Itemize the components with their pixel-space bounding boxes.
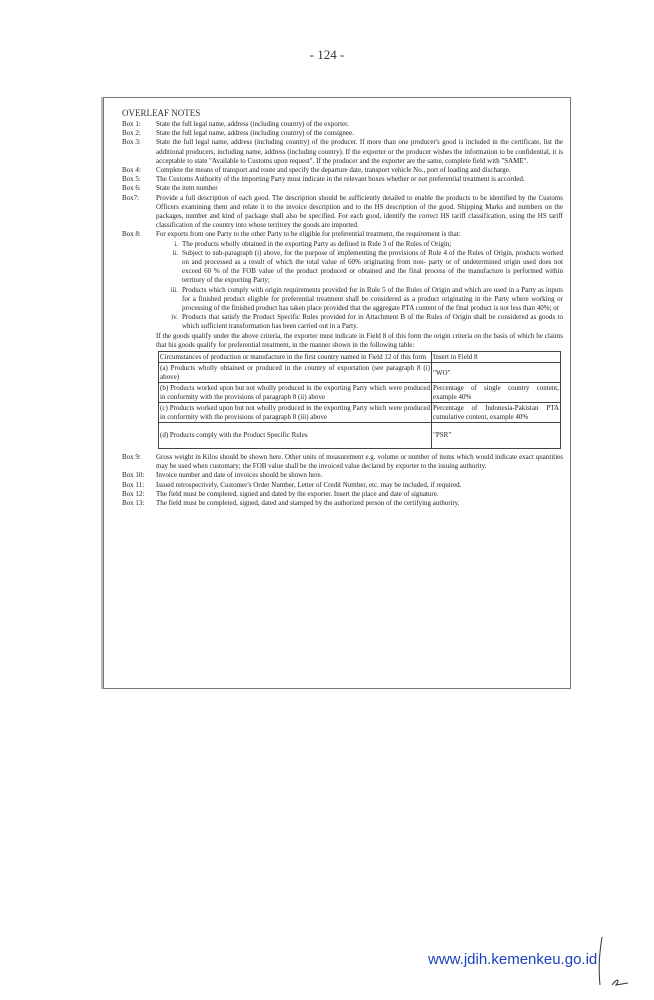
box-note — [122, 120, 563, 129]
box-note — [122, 499, 563, 508]
table-row — [159, 403, 561, 423]
box-text: Issued retrospectively, Customer's Order Number, Letter of Credit Number, etc. may be included, if required. — [156, 480, 462, 489]
boxes-bottom — [122, 453, 563, 508]
criterion-item — [156, 313, 563, 331]
box-8-after: If the goods qualify under the above criteria, the exporter must indicate in Field 8 of this form the origin criteria on the basis of which he claims that his goods qualify for preferential treatment, in the manner shown in the following table: — [156, 331, 563, 349]
box-note — [122, 175, 563, 184]
box-label: Box 13: — [122, 498, 145, 507]
origin-criteria-table — [158, 351, 561, 449]
box-text: State the full legal name, address (including country) of the consignee. — [156, 129, 354, 138]
table-cell-field8: "PSR" — [432, 422, 561, 448]
box-text: Invoice number and date of invoices should be shown here. — [156, 471, 323, 480]
box-text: The field must be completed, signed and dated by the exporter. Insert the place and date of signature. — [156, 489, 439, 498]
item-text: The products wholly obtained in the exporting Party as defined in Rule 3 of the Rules of Origin; — [182, 239, 452, 248]
boxes-top — [122, 120, 563, 230]
box-note — [122, 490, 563, 499]
box-note — [122, 453, 563, 471]
item-number: iii. — [170, 285, 178, 294]
box-note — [122, 129, 563, 138]
box-label: Box 6: — [122, 184, 141, 193]
table-row — [159, 422, 561, 448]
box-text: The Customs Authority of the importing Party must indicate in the relevant boxes whether or not preferential treatment is accorded. — [156, 175, 525, 184]
table-cell-circumstance: (a) Products wholly obtained or produced in the country of exportation (see paragraph 8 (i) above) — [160, 364, 430, 381]
box-label: Box 5: — [122, 175, 141, 184]
section-title: OVERLEAF NOTES — [122, 108, 201, 118]
box-8 — [122, 230, 563, 452]
table-cell-circumstance: (b) Products worked upon but not wholly produced in the exporting Party which were produced in conformity with the provisions of paragraph 8 (ii) above — [160, 384, 430, 401]
item-text: Subject to sub-paragraph (i) above, for the purpose of implementing the provisions of Rule 4 of the Rules of Origin, products worked on and processed as a result of which the total value of 60% originating from non- party or of undetermined origin used does not exceed 60 % of the FOB value of the product produced or obtained and the final process of the manufacture is performed within territory of the exporting Party; — [182, 248, 563, 285]
box-note — [122, 471, 563, 480]
criterion-item — [156, 249, 563, 286]
item-number: iv. — [171, 313, 178, 322]
box-note — [122, 138, 563, 166]
table-cell-field8: Percentage of single country content, example 40% — [433, 384, 559, 401]
handwritten-mark-icon — [590, 935, 630, 990]
box-text: State the full legal name, address (including country) of the producer. If more than one producer's good is included in the certificate, list the additional producers, including name, address (including country). If the exporter or the producer wishes the information to be confidential, it is acceptable to state "Available to Customs upon request". If the producer and the exporter are the same, complete field with "SAME". — [156, 138, 563, 165]
box-label: Box 12: — [122, 489, 145, 498]
box-label: Box7: — [122, 193, 140, 202]
overleaf-notes — [122, 108, 563, 508]
box-text: State the item number — [156, 184, 218, 193]
table-row — [159, 352, 561, 363]
table-row — [159, 383, 561, 403]
item-number: ii. — [172, 248, 178, 257]
box-label: Box 8: — [122, 230, 141, 239]
box-8-intro: For exports from one Party to the other Party to be eligible for preferential treatment, the requirement is that: — [156, 230, 461, 239]
table-cell-field8: Percentage of Indonesia-Pakistan PTA cumulative content, example 40% — [433, 404, 559, 421]
box-label: Box 9: — [122, 452, 141, 461]
box-text: Complete the means of transport and route and specify the departure date, transport vehicle No., port of loading and discharge. — [156, 166, 511, 175]
table-cell-field8: Insert in Field 8 — [432, 352, 561, 363]
table-cell-circumstance: (c) Products worked upon but not wholly produced in the exporting Party which were produced in conformity with the provisions of paragraph 8 (iii) above — [160, 404, 430, 421]
box-note — [122, 194, 563, 231]
table-cell-field8: "WO" — [432, 363, 561, 383]
box-label: Box 10: — [122, 471, 145, 480]
box-label: Box 4: — [122, 166, 141, 175]
item-text: Products which comply with origin requirements provided for in Rule 5 of the Rules of Origin and which are used in a Party as inputs for a finished product eligible for preferential treatment shall be considered as a product originating in the Party where working or processing of the finished product has taken place provided that the aggregate PTA content of the final product is not less than 40%; or — [182, 285, 563, 313]
table-row — [159, 363, 561, 383]
criterion-item — [156, 286, 563, 314]
box-text: The field must be completed, signed, dated and stamped by the authorized person of the certifying authority. — [156, 498, 460, 507]
table-cell-circumstance: (d) Products comply with the Product Specific Rules — [159, 422, 432, 448]
box-label: Box 11: — [122, 480, 145, 489]
item-text: Products that satisfy the Product Specific Rules provided for in Attachment B of the Rules of Origin shall be considered as goods to which sufficient transformation has been carried out in a Party. — [182, 313, 563, 331]
box-8-body — [156, 230, 563, 452]
criterion-item — [156, 240, 563, 249]
box-label: Box 1: — [122, 120, 141, 128]
box-label: Box 3: — [122, 138, 141, 147]
box-text: State the full legal name, address (including country) of the exporter. — [156, 120, 349, 128]
box-note — [122, 481, 563, 490]
box-text: Provide a full description of each good. The description should be sufficiently detailed to enable the products to be identified by the Customs Officers examining them and relate it to the invoice description and to the HS description of the good. Shipping Marks and numbers on the packages, number and kind of package shall also be specified. For each good, identify the correct HS tariff classification, using the HS tariff classification of the country into whose territory the goods are imported. — [156, 193, 563, 230]
box-8-items — [156, 240, 563, 332]
box-label: Box 2: — [122, 129, 141, 138]
overleaf-notes-frame — [103, 97, 571, 689]
table-cell-circumstance: Circumstances of production or manufacture in the first country named in Field 12 of this form — [159, 352, 432, 363]
page-number: - 124 - — [309, 47, 345, 62]
footer-url[interactable]: www.jdih.kemenkeu.go.id — [428, 951, 598, 968]
box-note — [122, 184, 563, 193]
box-text: Gross weight in Kilos should be shown here. Other units of measurement e.g. volume or number of items which would indicate exact quantities may be used when customary; the FOB value shall be the invoiced value declared by exporter to the issuing authority. — [156, 452, 563, 471]
box-note — [122, 166, 563, 175]
item-number: i. — [174, 239, 178, 248]
